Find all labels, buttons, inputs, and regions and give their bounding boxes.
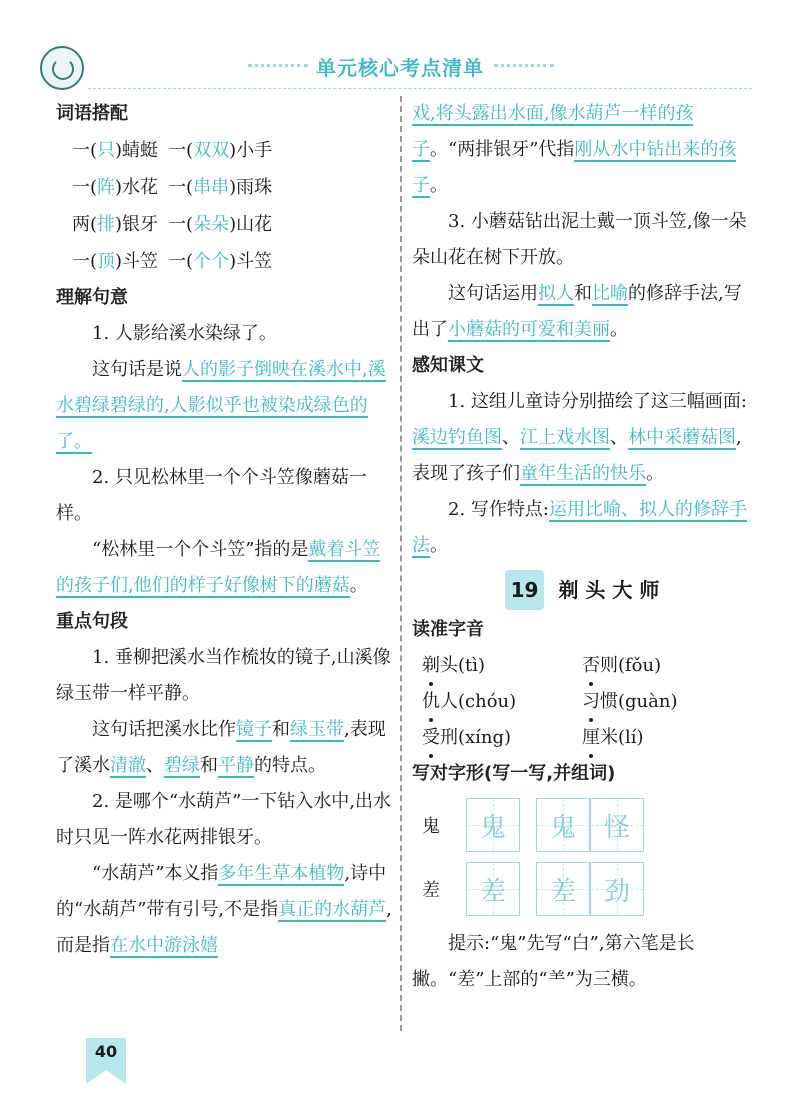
fill: 个个	[193, 251, 230, 272]
answer-2-text: “松林里一个个斗笠”指的是	[92, 539, 309, 560]
text: 2. 写作特点:	[448, 499, 549, 520]
writing-box	[590, 862, 644, 916]
lesson-title: 剃 头 大 师	[558, 578, 660, 602]
dotted-char: 剃	[422, 648, 440, 684]
lesson-heading	[412, 570, 752, 610]
text: ,表现了孩子们	[412, 427, 742, 484]
fill: 在水中游泳嬉	[110, 935, 218, 956]
fill: 童年生活的快乐	[520, 463, 646, 484]
section-title-perceive: 感知课文	[412, 355, 484, 376]
dotted-char: 厘	[582, 720, 600, 756]
collocation-item	[72, 132, 168, 169]
fill: 刚从水中钻出来的孩子	[412, 139, 737, 196]
key-question-2: 2. 是哪个“水葫芦”一下钻入水中,出水时只见一阵水花两排银牙。	[56, 791, 392, 848]
answer-2	[56, 532, 392, 604]
fill: 镜子	[236, 719, 272, 740]
text: )山花	[229, 214, 273, 235]
writing-row	[422, 862, 752, 916]
text: )银牙	[115, 214, 159, 235]
text: 一(	[168, 251, 194, 272]
text: 一(	[72, 251, 98, 272]
text: )斗笠	[115, 251, 159, 272]
fill: 清澈	[110, 755, 146, 776]
text: 、	[502, 427, 520, 448]
writing-box-text: 差	[479, 876, 506, 907]
collocation-item	[72, 243, 168, 280]
text: 、	[146, 755, 164, 776]
text: 。	[430, 175, 448, 196]
section-title-key: 重点句段	[56, 611, 128, 632]
collocation-item	[72, 206, 168, 243]
text: 。	[430, 535, 448, 556]
writing-char: 差	[422, 880, 440, 901]
question-2: 2. 只见松林里一个个斗笠像蘑菇一样。	[56, 467, 367, 524]
pinyin-row	[422, 720, 742, 756]
fill: 拟人	[538, 283, 574, 304]
section-title-collocation: 词语搭配	[56, 103, 128, 124]
writing-box	[590, 798, 644, 852]
dotted-char: 习	[582, 684, 600, 720]
pinyin-item	[422, 648, 582, 684]
fill: 朵朵	[193, 214, 230, 235]
answer-1-text: 这句话是说	[92, 359, 182, 380]
writing-row	[422, 798, 752, 852]
key-answer-1	[56, 712, 392, 784]
writing-char: 鬼	[422, 816, 440, 837]
continued-answer	[412, 96, 752, 204]
text: 一(	[72, 177, 98, 198]
text: ,而是指	[56, 899, 392, 956]
dotted-char: 仇	[422, 684, 440, 720]
fill: 只	[97, 140, 116, 161]
writing-box-text: 劲	[603, 876, 630, 907]
fill: 林中采蘑菇图	[628, 427, 736, 448]
collocation-row	[72, 243, 282, 280]
fill: 真正的水葫芦	[278, 899, 387, 920]
pinyin-table	[422, 648, 742, 756]
text: 一(	[168, 214, 194, 235]
page-header	[0, 40, 800, 100]
fill: 溪边钓鱼图	[412, 427, 502, 448]
text: 人(chóu)	[440, 691, 517, 712]
fill: 串串	[193, 177, 230, 198]
fill: 运用比喻、拟人的修辞手法	[412, 499, 747, 556]
collocation-row	[72, 169, 282, 206]
pinyin-row	[422, 648, 742, 684]
section-title-understand: 理解句意	[56, 287, 128, 308]
page-number: 40	[86, 1038, 126, 1084]
text: 。“两排银牙”代指	[430, 139, 575, 160]
text: )斗笠	[229, 251, 273, 272]
text: 一(	[72, 140, 98, 161]
writing-box	[466, 798, 520, 852]
text: ,诗中的“水葫芦”带有引号,不是指	[56, 863, 387, 920]
answer-2-end: 。	[349, 575, 368, 596]
text: )小手	[229, 140, 273, 161]
answer-1-fill: 人的影子倒映在溪水中,溪水碧绿碧绿的,人影似乎也被染成绿色的了。	[56, 359, 386, 452]
perceive-2	[412, 492, 752, 564]
text: 。	[646, 463, 664, 484]
answer-2-fill: 戴着斗笠的孩子们,他们的样子好像树下的蘑菇	[56, 539, 381, 596]
writing-box	[536, 798, 590, 852]
fill: 小蘑菇的可爱和美丽	[448, 319, 610, 340]
header-dots-right	[494, 64, 554, 67]
writing-grid	[412, 798, 752, 916]
dotted-char: 受	[422, 720, 440, 756]
text: 和	[200, 755, 218, 776]
collocation-row	[72, 206, 282, 243]
collocation-item	[168, 169, 282, 206]
header-title: 单元核心考点清单	[316, 56, 484, 80]
pinyin-item	[422, 720, 582, 756]
fill: 戏,将头露出水面,像水葫芦一样的孩子	[412, 103, 694, 160]
collocation-item	[168, 132, 282, 169]
fill: 江上戏水图	[520, 427, 610, 448]
writing-box-text: 鬼	[549, 812, 576, 843]
writing-box-text: 差	[549, 876, 576, 907]
text: 一(	[168, 140, 194, 161]
text: 刑(xíng)	[440, 727, 512, 748]
right-column	[412, 96, 752, 998]
fill: 比喻	[592, 283, 628, 304]
collocation-row	[72, 132, 282, 169]
writing-box-text: 怪	[603, 812, 630, 843]
collocation-item	[168, 243, 282, 280]
text: )水花	[115, 177, 159, 198]
lesson-number: 19	[505, 570, 545, 610]
text: 则(fǒu)	[600, 655, 662, 676]
perceive-1	[412, 384, 752, 492]
pinyin-item	[422, 684, 582, 720]
text: 的修辞手法,写出了	[412, 283, 742, 340]
text: 。	[610, 319, 628, 340]
collocation-table	[72, 132, 282, 280]
text: 米(lí)	[600, 727, 644, 748]
pinyin-item	[582, 648, 742, 684]
column-divider	[400, 96, 402, 1031]
text: “水葫芦”本义指	[92, 863, 219, 884]
fill: 顶	[97, 251, 116, 272]
fill: 多年生草本植物	[218, 863, 345, 884]
text: 这句话运用	[448, 283, 538, 304]
pinyin-row	[422, 684, 742, 720]
left-column	[56, 96, 392, 964]
section-title-writing: 写对字形(写一写,并组词)	[412, 763, 616, 784]
text: )雨珠	[229, 177, 273, 198]
writing-box	[466, 862, 520, 916]
text: 和	[272, 719, 290, 740]
fill: 双双	[193, 140, 230, 161]
fill: 绿玉带	[290, 719, 344, 740]
dotted-char: 否	[582, 648, 600, 684]
pinyin-item	[582, 684, 742, 720]
pinyin-item	[582, 720, 742, 756]
text: 一(	[168, 177, 194, 198]
key-answer-2	[56, 856, 392, 964]
header-line	[88, 88, 752, 89]
fill: 阵	[97, 177, 116, 198]
text: 这句话把溪水比作	[92, 719, 236, 740]
text: 、	[610, 427, 628, 448]
text: 两(	[72, 214, 98, 235]
collocation-item	[72, 169, 168, 206]
text: 惯(guàn)	[600, 691, 678, 712]
key-question-1: 1. 垂柳把溪水当作梳妆的镜子,山溪像绿玉带一样平静。	[56, 647, 391, 704]
answer-1	[56, 352, 392, 460]
writing-tip: 提示:“鬼”先写“白”,第六笔是长撇。“差”上部的“⺷”为三横。	[412, 933, 695, 990]
fill: 碧绿	[164, 755, 200, 776]
fill: 排	[97, 214, 116, 235]
text: 1. 这组儿童诗分别描绘了这三幅画面:	[448, 391, 747, 412]
key-question-3: 3. 小蘑菇钻出泥土戴一顶斗笠,像一朵朵山花在树下开放。	[412, 211, 747, 268]
collocation-item	[168, 206, 282, 243]
writing-box	[536, 862, 590, 916]
section-title-pinyin: 读准字音	[412, 619, 484, 640]
text: 的特点。	[254, 755, 326, 776]
text: )蜻蜓	[115, 140, 159, 161]
writing-box-text: 鬼	[479, 812, 506, 843]
question-1: 1. 人影给溪水染绿了。	[92, 323, 277, 344]
text: 头(tì)	[440, 655, 486, 676]
key-answer-3	[412, 276, 752, 348]
text: ,表现了溪水	[56, 719, 386, 776]
fill: 平静	[218, 755, 254, 776]
text: 和	[574, 283, 592, 304]
